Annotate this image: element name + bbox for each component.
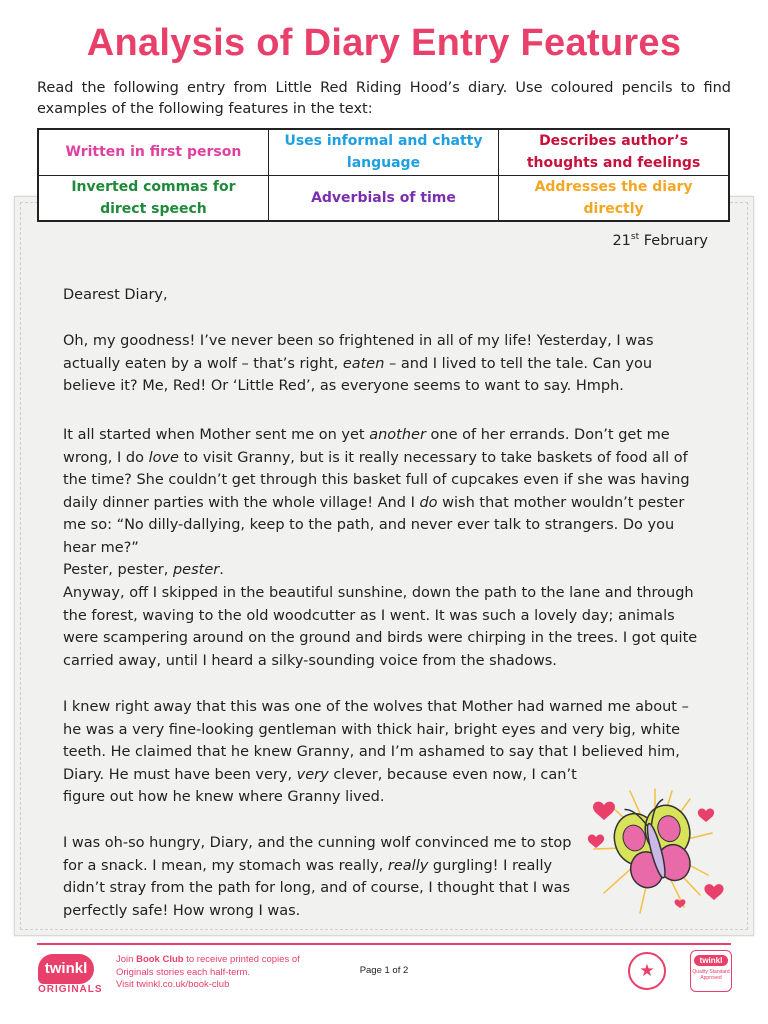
date-month: February (643, 232, 708, 249)
date-suffix: st (630, 232, 640, 242)
badge-caption: Quality Standard Approved (692, 969, 730, 981)
book-club-note (116, 954, 336, 992)
star-icon[interactable]: ★ (628, 952, 666, 990)
logo-text: twinkl (38, 954, 94, 984)
book-club-url[interactable]: Visit twinkl.co.uk/book-club (116, 979, 230, 990)
emphasis-text: pester (172, 562, 220, 578)
features-row (38, 175, 729, 221)
feature-inverted-commas: Inverted commas for direct speech (38, 175, 268, 221)
paragraph-text: . (219, 562, 224, 578)
note-text: Join (116, 954, 137, 965)
emphasis-text: do (419, 494, 438, 511)
twinkl-originals-logo (38, 954, 103, 998)
quality-badge (690, 950, 732, 992)
feature-adverbials-time: Adverbials of time (268, 175, 498, 221)
page-number: Page 1 of 2 (359, 965, 409, 976)
intro-instructions: Read the following entry from Little Red Riding Hood’s diary. Use coloured pencils to find examples of the following features in the text: (37, 80, 731, 117)
features-row (38, 129, 729, 175)
feature-informal-language: Uses informal and chatty language (268, 129, 498, 175)
emphasis-text: another (369, 427, 426, 443)
emphasis-text: really (387, 857, 429, 874)
paragraph-text: to visit Granny, but is it really necessary to take baskets of food all of the time? She couldn’t get through this basket full of cupcakes even if she was having daily dinner parties with the whole village! And I (63, 449, 690, 511)
feature-thoughts-feelings: Describes author’s thoughts and feelings (499, 129, 729, 175)
date-day: 21 (612, 232, 631, 249)
paragraph-text: figure out how he knew where Granny lived. (63, 789, 385, 805)
book-club-link[interactable]: Book Club (136, 954, 184, 965)
paragraph-text: Oh, my goodness! I’ve never been so frightened in all of my life! Yesterday, I was actually eaten by a wolf – that’s right, (63, 333, 654, 372)
paragraph-2 (63, 424, 709, 582)
logo-subtext: ORIGINALS (38, 984, 103, 995)
paragraph-5 (63, 832, 575, 922)
features-table (37, 128, 730, 222)
emphasis-text: love (148, 449, 179, 466)
paragraph-text: I knew right away that this was one of the wolves that Mother had warned me about – he was a very fine-looking gentleman with thick hair, bright eyes and very big, white teeth. He claimed that he knew Granny, and I’m ashamed to say that I believed him, Diary. He must have been very, (63, 699, 689, 783)
butterfly-illustration (580, 775, 730, 925)
emphasis-text: eaten (342, 355, 385, 372)
paragraph-text: gurgling! I really didn’t stray from the path for long, and of course, I thought that I was perfectly safe! How wrong I was. (63, 857, 571, 919)
paragraph-1 (63, 330, 709, 398)
salutation: Dearest Diary, (63, 287, 168, 303)
paragraph-text: clever, because even now, I can’t (328, 766, 577, 783)
paragraph-text: It all started when Mother sent me on yet (63, 427, 370, 443)
emphasis-text: very (296, 766, 329, 783)
paragraph-text: one of her errands. Don’t get me wrong, I do (63, 427, 670, 466)
page-title: Analysis of Diary Entry Features (86, 22, 682, 64)
paragraph-text: Pester, pester, (63, 562, 173, 578)
paragraph-text: – and I lived to tell the tale. Can you believe it? Me, Red! Or ‘Little Red’, as everyone seems to want to say. Hmph. (63, 355, 653, 394)
note-text: to receive printed copies of Originals stories each half-term. (116, 954, 300, 978)
paragraph-3: Anyway, off I skipped in the beautiful sunshine, down the path to the lane and through the forest, waving to the old woodcutter as I went. It was such a lovely day; animals were scampering around on the ground and birds were chirping in the trees. I got quite carried away, until I heard a silky-sounding voice from the shadows. (63, 585, 698, 669)
badge-brand: twinkl (694, 955, 728, 966)
feature-addresses-diary: Addresses the diary directly (499, 175, 729, 221)
paragraph-text: I was oh-so hungry, Diary, and the cunning wolf convinced me to stop for a snack. I mean, my stomach was really, (63, 835, 572, 874)
feature-first-person: Written in first person (38, 129, 268, 175)
paragraph-text: wish that mother wouldn’t pester me so: “No dilly-dallying, keep to the path, and never ever talk to strangers. Do you hear me?” (63, 494, 685, 556)
footer-divider (37, 943, 731, 945)
diary-date (612, 232, 708, 249)
